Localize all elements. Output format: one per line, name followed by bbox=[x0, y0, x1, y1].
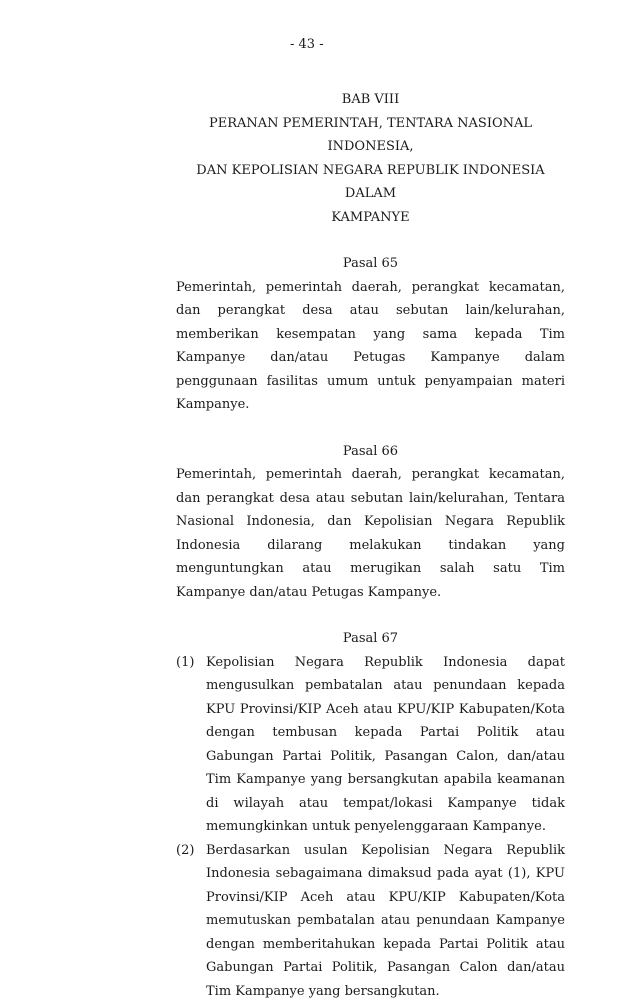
item-text: Berdasarkan usulan Kepolisian Negara Republik Indonesia sebagaimana dimaksud pada ayat (1), KPU Provinsi/KIP Aceh atau KPU/KIP Kabupaten/Kota memutuskan pembatalan atau penundaan Kampanye dengan memberitahukan kepada Partai Politik atau Gabungan Partai Politik, Pasangan Calon dan/atau Tim Kampanye yang bersangkutan. bbox=[206, 839, 565, 1003]
spacer bbox=[176, 604, 565, 627]
chapter-title-line-2: DAN KEPOLISIAN NEGARA REPUBLIK INDONESIA DALAM bbox=[176, 159, 565, 206]
item-number: (2) bbox=[176, 839, 206, 1003]
article-heading: Pasal 66 bbox=[176, 440, 565, 464]
article-heading: Pasal 67 bbox=[176, 627, 565, 651]
article-body: Pemerintah, pemerintah daerah, perangkat kecamatan, dan perangkat desa atau sebutan lain/kelurahan, memberikan kesempatan yang sama kepada Tim Kampanye dan/atau Petugas Kampanye dalam penggunaan fasilitas umum untuk penyampaian materi Kampanye. bbox=[176, 276, 565, 417]
chapter-header bbox=[176, 88, 565, 229]
page-content bbox=[176, 88, 565, 1003]
chapter-title-line-1: PERANAN PEMERINTAH, TENTARA NASIONAL INDONESIA, bbox=[176, 112, 565, 159]
page-number: - 43 - bbox=[290, 37, 370, 52]
chapter-label: BAB VIII bbox=[176, 88, 565, 112]
article-65 bbox=[176, 252, 565, 417]
spacer bbox=[176, 229, 565, 252]
article-item-2 bbox=[176, 839, 565, 1003]
chapter-title-line-3: KAMPANYE bbox=[176, 206, 565, 230]
article-66 bbox=[176, 440, 565, 605]
spacer bbox=[176, 417, 565, 440]
article-item-1 bbox=[176, 651, 565, 839]
article-body: Pemerintah, pemerintah daerah, perangkat kecamatan, dan perangkat desa atau sebutan lain/kelurahan, Tentara Nasional Indonesia, dan Kepolisian Negara Republik Indonesia dilarang melakukan tindakan yang menguntungkan atau merugikan salah satu Tim Kampanye dan/atau Petugas Kampanye. bbox=[176, 463, 565, 604]
article-67 bbox=[176, 627, 565, 1003]
item-text: Kepolisian Negara Republik Indonesia dapat mengusulkan pembatalan atau penundaan kepada KPU Provinsi/KIP Aceh atau KPU/KIP Kabupaten/Kota dengan tembusan kepada Partai Politik atau Gabungan Partai Politik, Pasangan Calon, dan/atau Tim Kampanye yang bersangkutan apabila keamanan di wilayah atau tempat/lokasi Kampanye tidak memungkinkan untuk penyelenggaraan Kampanye. bbox=[206, 651, 565, 839]
article-heading: Pasal 65 bbox=[176, 252, 565, 276]
item-number: (1) bbox=[176, 651, 206, 839]
